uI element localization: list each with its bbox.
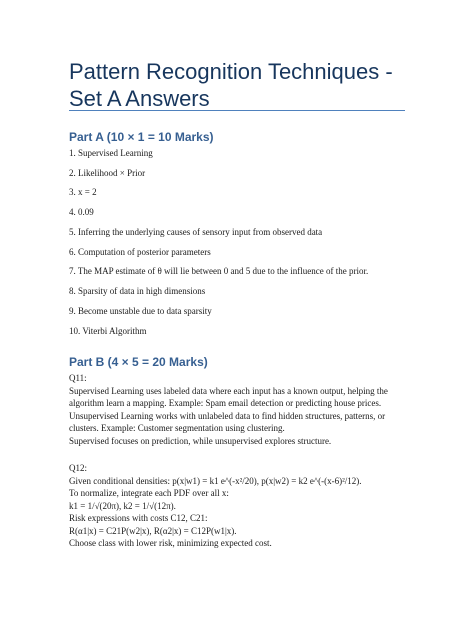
part-a-answer-3: 3. x = 2 xyxy=(69,187,97,197)
q11-label: Q11: xyxy=(69,373,87,383)
q11-block xyxy=(69,372,388,447)
q11-line: Unsupervised Learning works with unlabeled data to find hidden structures, patterns, or xyxy=(69,410,386,421)
q11-line: algorithm learn a mapping. Example: Spam email detection or predicting house prices. xyxy=(69,398,382,408)
q12-line: Choose class with lower risk, minimizing expected cost. xyxy=(69,538,272,548)
q11-line: clusters. Example: Customer segmentation using clustering. xyxy=(69,423,285,433)
part-a-answer-9: 9. Become unstable due to data sparsity xyxy=(69,306,212,316)
part-a-answer-8: 8. Sparsity of data in high dimensions xyxy=(69,286,206,296)
q12-line: R(α1|x) = C21P(w2|x), R(α2|x) = C12P(w1|x). xyxy=(69,525,237,536)
q12-line: Risk expressions with costs C12, C21: xyxy=(69,513,208,523)
part-a-answer-6: 6. Computation of posterior parameters xyxy=(69,247,211,257)
q11-line: Supervised Learning uses labeled data where each input has a known output, helping the xyxy=(69,385,388,396)
q12-label: Q12: xyxy=(69,463,87,473)
q12-block xyxy=(69,462,362,550)
part-a-heading: Part A (10 × 1 = 10 Marks) xyxy=(69,130,214,144)
part-a-answer-5: 5. Inferring the underlying causes of sensory input from observed data xyxy=(69,227,323,237)
q11-line: Supervised focuses on prediction, while unsupervised explores structure. xyxy=(69,435,332,446)
part-a-answer-1: 1. Supervised Learning xyxy=(69,148,153,158)
part-a-answer-2: 2. Likelihood × Prior xyxy=(69,168,146,178)
part-b-heading: Part B (4 × 5 = 20 Marks) xyxy=(69,355,208,369)
part-a-answer-10: 10. Viterbi Algorithm xyxy=(69,326,147,336)
q12-line: To normalize, integrate each PDF over all x: xyxy=(69,488,229,498)
q12-line: k1 = 1/√(20π), k2 = 1/√(12π). xyxy=(69,500,176,511)
part-a-answer-7: 7. The MAP estimate of θ will lie between 0 and 5 due to the influence of the prior. xyxy=(69,266,369,276)
part-a-answer-4: 4. 0.09 xyxy=(69,207,94,217)
title-divider xyxy=(69,110,405,111)
q12-line: Given conditional densities: p(x|w1) = k1 e^(-x²/20), p(x|w2) = k2 e^(-(x-6)²/12). xyxy=(69,475,362,486)
document-title: Pattern Recognition Techniques - Set A Answers xyxy=(69,59,393,111)
